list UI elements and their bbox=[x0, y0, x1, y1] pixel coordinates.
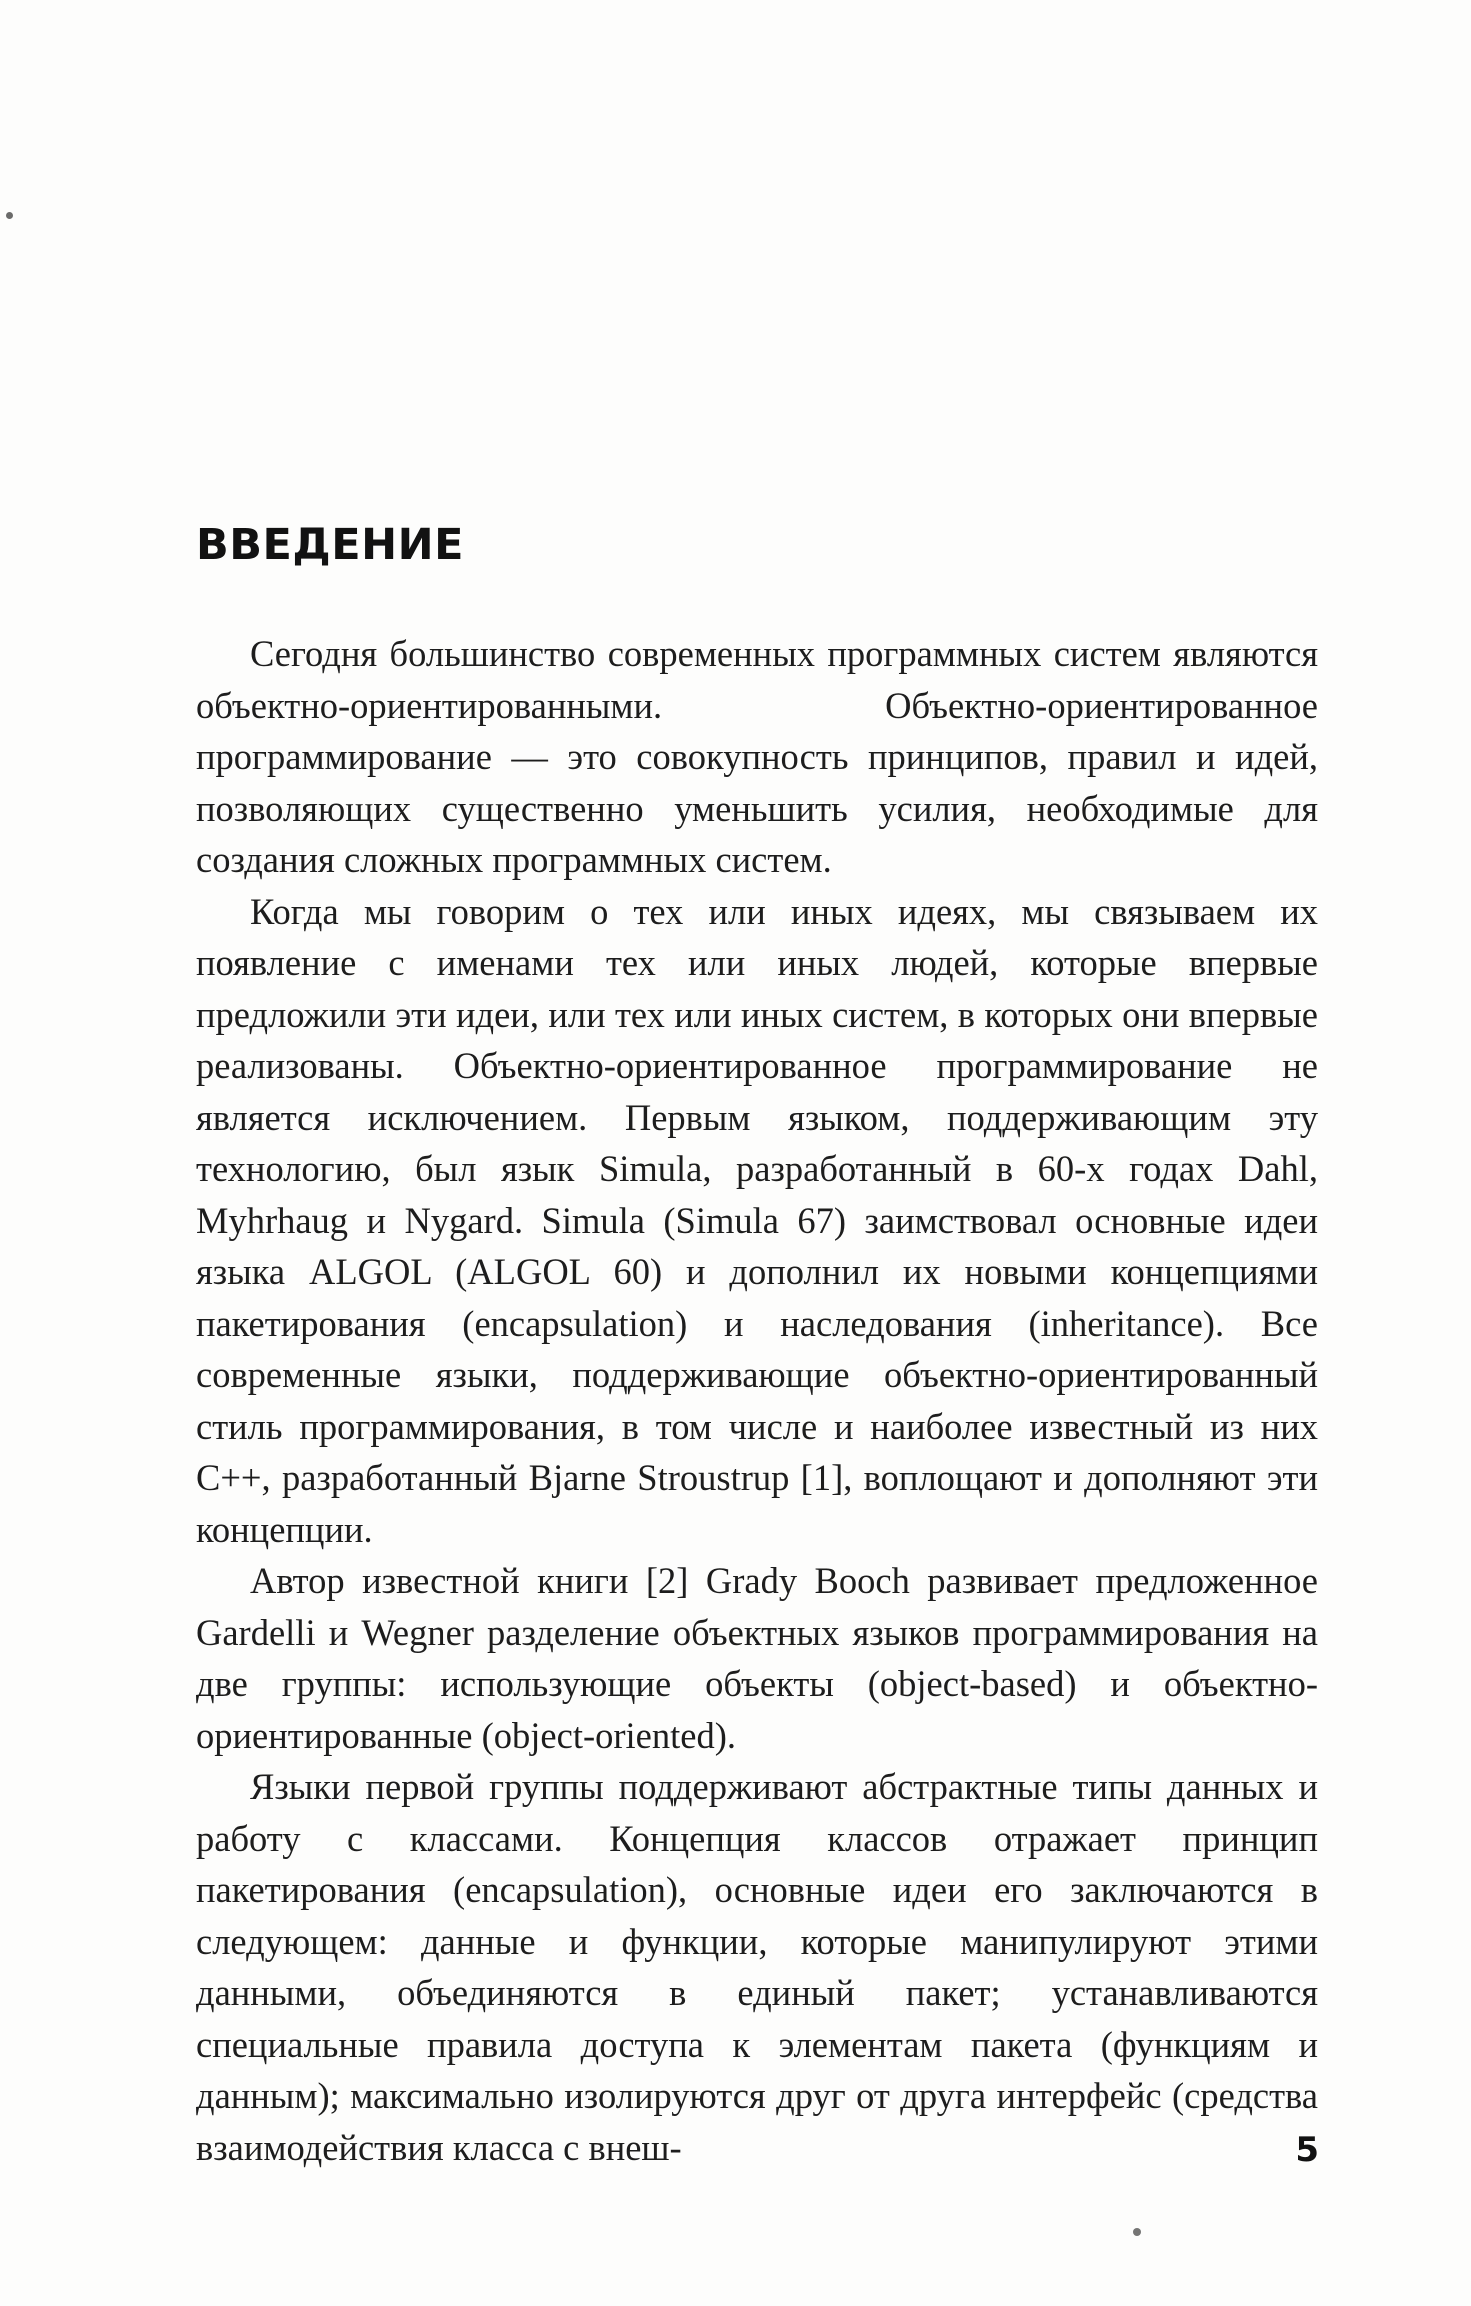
scan-artifact-dot-left bbox=[6, 212, 13, 219]
scan-artifact-dot-bottom bbox=[1133, 2228, 1141, 2236]
body-paragraph: Сегодня большинство современных программных систем являются объектно-ориентированными. Объектно-ориентированное программирование — это совокупность принципов, правил и идей, позволяющих существенно уменьшить усилия, необходимые для создания сложных программных систем. bbox=[196, 633, 1318, 880]
body-paragraph: Когда мы говорим о тех или иных идеях, мы связываем их появление с именами тех или иных людей, которые впервые предложили эти идеи, или тех или иных систем, в которых они впервые реализованы. Объектно-ориентированное программирование не является исключением. Первым языком, поддерживающим эту технологию, был язык Simula, разработанный в 60-х годах Dahl, Myhrhaug и Nygard. Simula (Simula 67) заимствовал основные идеи языка ALGOL (ALGOL 60) и дополнил их новыми концепциями пакетирования (encapsulation) и наследования (inheritance). Все современные языки, поддерживающие объектно-ориентированный стиль программирования, в том числе и наиболее известный из них C++, разработанный Bjarne Stroustrup [1], воплощают и дополняют эти концепции. bbox=[196, 890, 1318, 1550]
page-title: ВВЕДЕНИЕ bbox=[196, 520, 464, 570]
page-content bbox=[196, 520, 1318, 2173]
page-number: 5 bbox=[1295, 2130, 1319, 2170]
body-paragraph: Языки первой группы поддерживают абстрактные типы данных и работу с классами. Концепция классов отражает принцип пакетирования (encapsulation), основные идеи его заключаются в следующем: данные и функции, которые манипулируют этими данными, объединяются в единый пакет; устанавливаются специальные правила доступа к элементам пакета (функциям и данным); максимально изолируются друг от друга интерфейс (средства взаимодействия класса с внеш- bbox=[196, 1766, 1318, 2168]
body-paragraph: Автор известной книги [2] Grady Booch развивает предложенное Gardelli и Wegner разделение объектных языков программирования на две группы: использующие объекты (object-based) и объектно-ориентированные (object-oriented). bbox=[196, 1560, 1318, 1756]
